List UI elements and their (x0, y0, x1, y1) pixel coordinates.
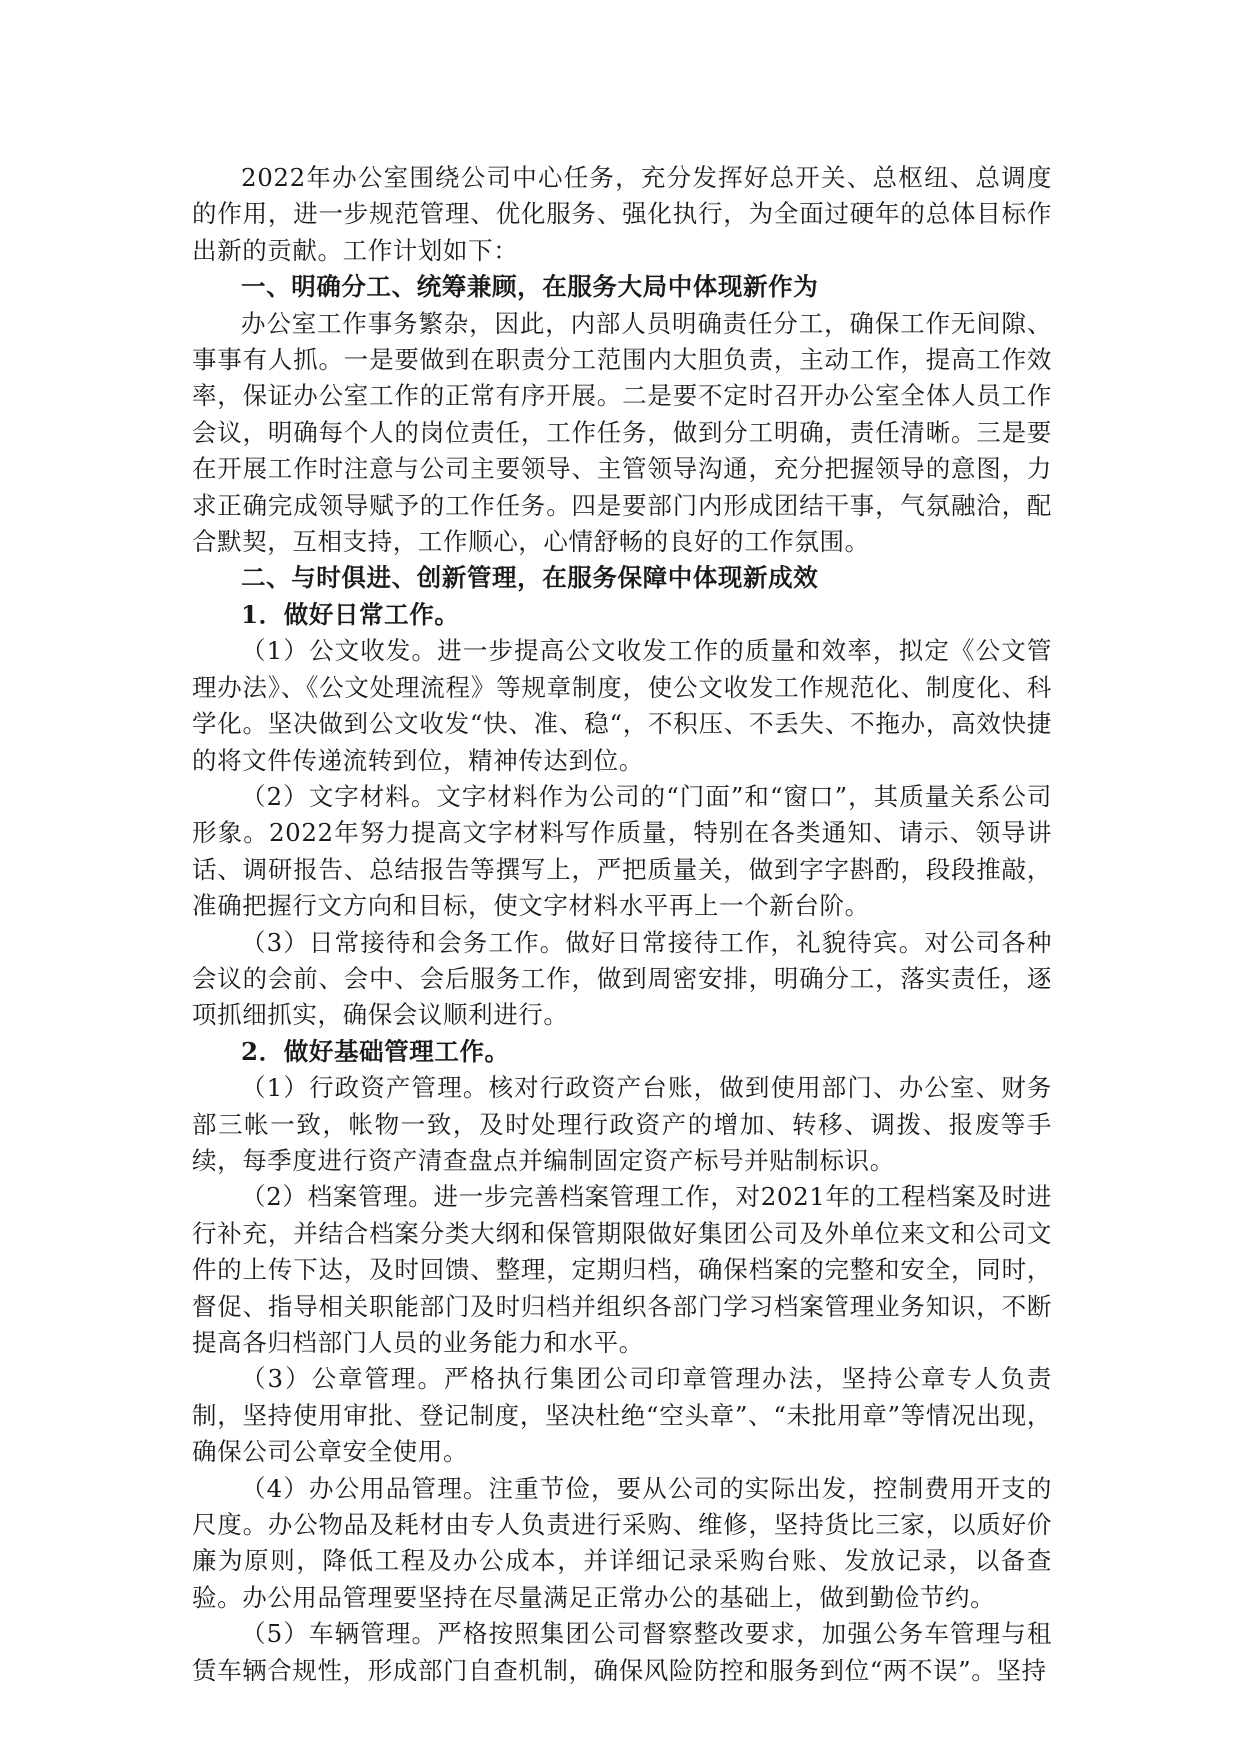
body-paragraph: （2）文字材料。文字材料作为公司的“门面”和“窗口”，其质量关系公司形象。2022年努力提高文字材料写作质量，特别在各类通知、请示、领导讲话、调研报告、总结报告等撰写上，严把质量关，做到字字斟酌，段段推敲，准确把握行文方向和目标，使文字材料水平再上一个新台阶。 (192, 781, 1052, 921)
body-paragraph: 办公室工作事务繁杂，因此，内部人员明确责任分工，确保工作无间隙、事事有人抓。一是要做到在职责分工范围内大胆负责，主动工作，提高工作效率，保证办公室工作的正常有序开展。二是要不定时召开办公室全体人员工作会议，明确每个人的岗位责任，工作任务，做到分工明确，责任清晰。三是要在开展工作时注意与公司主要领导、主管领导沟通，充分把握领导的意图，力求正确完成领导赋予的工作任务。四是要部门内形成团结干事，气氛融洽，配合默契，互相支持，工作顺心，心情舒畅的良好的工作氛围。 (192, 308, 1052, 557)
body-paragraph: （2）档案管理。进一步完善档案管理工作，对2021年的工程档案及时进行补充，并结合档案分类大纲和保管期限做好集团公司及外单位来文和公司文件的上传下达，及时回馈、整理，定期归档，确保档案的完整和安全，同时，督促、指导相关职能部门及时归档并组织各部门学习档案管理业务知识，不断提高各归档部门人员的业务能力和水平。 (192, 1182, 1052, 1357)
body-paragraph: （1）行政资产管理。核对行政资产台账，做到使用部门、办公室、财务部三帐一致，帐物一致，及时处理行政资产的增加、转移、调拨、报废等手续，每季度进行资产清查盘点并编制固定资产标号并贴制标识。 (192, 1073, 1052, 1175)
section-heading-1: 一、明确分工、统筹兼顾，在服务大局中体现新作为 (241, 272, 819, 302)
subsection-heading-2: 2．做好基础管理工作。 (241, 1036, 510, 1066)
body-paragraph: （3）日常接待和会务工作。做好日常接待工作，礼貌待宾。对公司各种会议的会前、会中、会后服务工作，做到周密安排，明确分工，落实责任，逐项抓细抓实，确保会议顺利进行。 (192, 927, 1052, 1030)
body-paragraph: （5）车辆管理。严格按照集团公司督察整改要求，加强公务车管理与租赁车辆合规性，形成部门自查机制，确保风险防控和服务到位“两不误”。坚持 (192, 1619, 1052, 1685)
subsection-heading-1: 1．做好日常工作。 (241, 599, 460, 629)
section-heading-2: 二、与时俱进、创新管理，在服务保障中体现新成效 (241, 563, 819, 593)
body-paragraph: （3）公章管理。严格执行集团公司印章管理办法，坚持公章专人负责制，坚持使用审批、登记制度，坚决杜绝“空头章”、“未批用章”等情况出现，确保公司公章安全使用。 (192, 1364, 1052, 1467)
body-paragraph: （1）公文收发。进一步提高公文收发工作的质量和效率，拟定《公文管理办法》、《公文处理流程》等规章制度，使公文收发工作规范化、制度化、科学化。坚决做到公文收发“快、准、稳“，不积压、不丢失、不拖办，高效快捷的将文件传递流转到位，精神传达到位。 (192, 636, 1052, 775)
intro-paragraph: 2022年办公室围绕公司中心任务，充分发挥好总开关、总枢纽、总调度的作用，进一步规范管理、优化服务、强化执行，为全面过硬年的总体目标作出新的贡献。工作计划如下： (192, 163, 1052, 265)
document-body (192, 160, 1052, 1689)
body-paragraph: （4）办公用品管理。注重节俭，要从公司的实际出发，控制费用开支的尺度。办公物品及耗材由专人负责进行采购、维修，坚持货比三家，以质好价廉为原则，降低工程及办公成本，并详细记录采购台账、发放记录，以备查验。办公用品管理要坚持在尽量满足正常办公的基础上，做到勤俭节约。 (192, 1473, 1052, 1612)
